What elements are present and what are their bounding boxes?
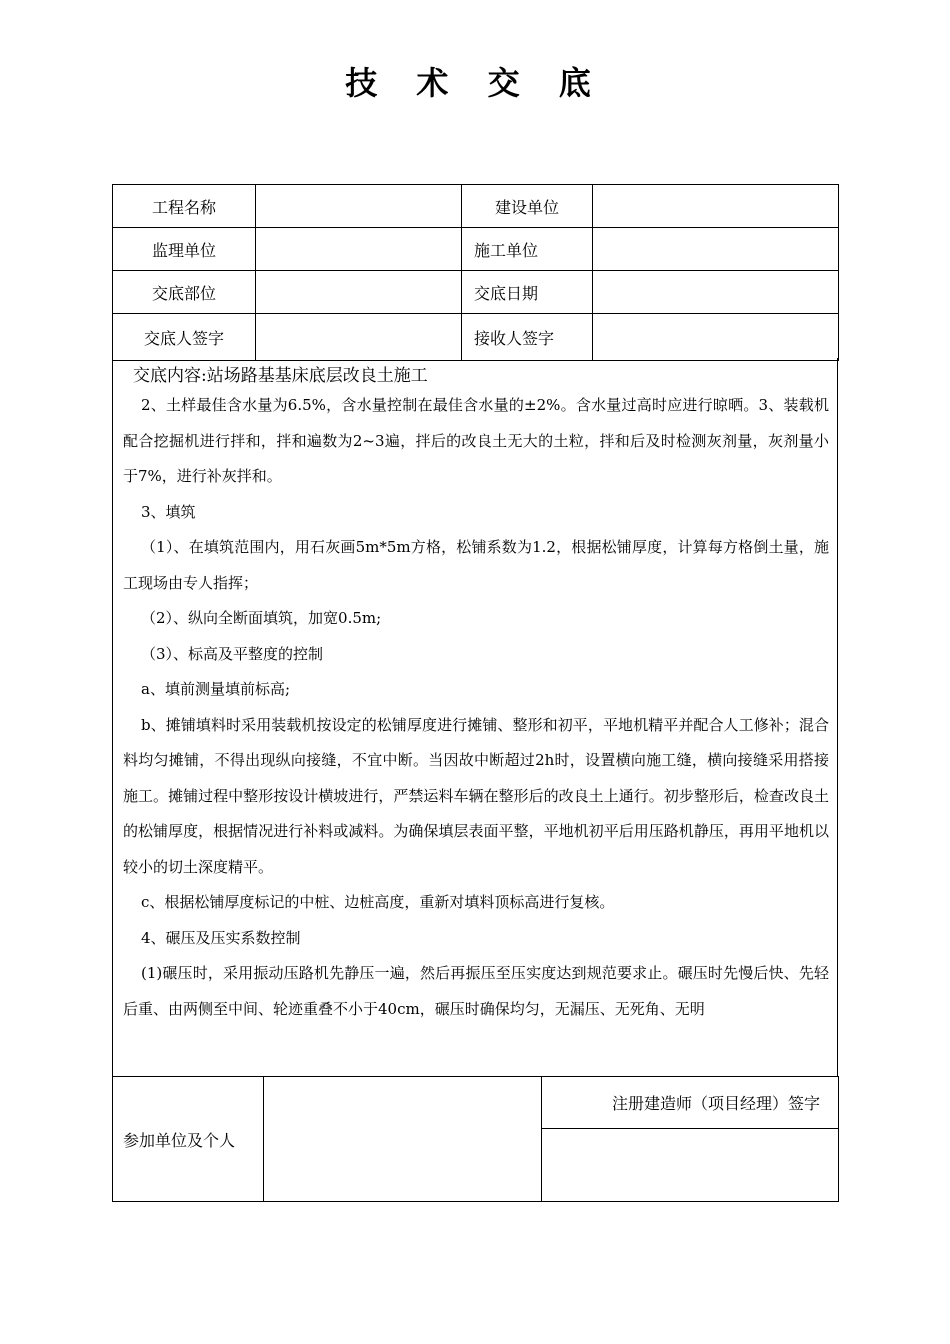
paragraph-level-control: （3）、标高及平整度的控制 — [141, 644, 324, 663]
paragraph-filling-grid: （1）、在填筑范围内，用石灰画5m*5m方格，松铺系数为1.2，根据松铺厚度，计算每方格倒土量，施工现场由专人指挥； — [123, 538, 829, 592]
briefer-signature-label: 交底人签字 — [113, 314, 256, 361]
info-row-supervision — [113, 228, 839, 271]
briefing-location-label: 交底部位 — [113, 271, 256, 314]
info-row-project — [113, 185, 839, 228]
briefer-signature-field[interactable] — [256, 314, 462, 361]
briefing-content — [112, 358, 838, 1076]
participants-field[interactable] — [264, 1077, 542, 1202]
footer-table — [112, 1076, 839, 1202]
paragraph-compaction-heading: 4、碾压及压实系数控制 — [141, 928, 301, 947]
construction-unit-field[interactable] — [593, 185, 839, 228]
receiver-signature-label: 接收人签字 — [462, 314, 593, 361]
paragraph-filling-section: （2）、纵向全断面填筑，加宽0.5m; — [141, 609, 382, 627]
paragraph-compaction-1: (1)碾压时，采用振动压路机先静压一遍，然后再振压至压实度达到规范要求止。碾压时先慢后快、先轻后重、由两侧至中间、轮迹重叠不小于40cm，碾压时确保均匀，无漏压、无死角、无明 — [123, 964, 829, 1018]
content-body — [113, 388, 837, 1027]
info-table — [112, 184, 839, 361]
supervision-unit-field[interactable] — [256, 228, 462, 271]
participants-label: 参加单位及个人 — [113, 1077, 264, 1202]
contractor-unit-label: 施工单位 — [462, 228, 593, 271]
receiver-signature-field[interactable] — [593, 314, 839, 361]
briefing-date-field[interactable] — [593, 271, 839, 314]
paragraph-moisture: 2、土样最佳含水量为6.5%，含水量控制在最佳含水量的±2%。含水量过高时应进行晾晒。3、装载机配合挖掘机进行拌和，拌和遍数为2~3遍，拌后的改良土无大的土粒，拌和后及时检测灰剂量，灰剂量小于7%，进行补灰拌和。 — [123, 396, 829, 485]
paragraph-level-b: b、摊铺填料时采用装载机按设定的松铺厚度进行摊铺、整形和初平，平地机精平并配合人工修补；混合料均匀摊铺，不得出现纵向接缝，不宜中断。当因故中断超过2h时，设置横向施工缝，横向接缝采用搭接施工。摊铺过程中整形按设计横坡进行，严禁运料车辆在整形后的改良土上通行。初步整形后，检查改良土的松铺厚度，根据情况进行补料或减料。为确保填层表面平整，平地机初平后用压路机静压，再用平地机以较小的切土深度精平。 — [123, 715, 829, 876]
supervision-unit-label: 监理单位 — [113, 228, 256, 271]
registered-builder-signature-field[interactable] — [542, 1129, 839, 1202]
briefing-location-field[interactable] — [256, 271, 462, 314]
paragraph-filling-heading: 3、填筑 — [141, 502, 196, 521]
contractor-unit-field[interactable] — [593, 228, 839, 271]
briefing-date-label: 交底日期 — [462, 271, 593, 314]
registered-builder-signature-label: 注册建造师（项目经理）签字 — [542, 1077, 839, 1129]
info-row-location — [113, 271, 839, 314]
project-name-label: 工程名称 — [113, 185, 256, 228]
content-heading: 交底内容:站场路基基床底层改良土施工 — [133, 366, 428, 386]
construction-unit-label: 建设单位 — [462, 185, 593, 228]
paragraph-level-a: a、填前测量填前标高; — [141, 680, 290, 698]
project-name-field[interactable] — [256, 185, 462, 228]
paragraph-level-c: c、根据松铺厚度标记的中桩、边桩高度，重新对填料顶标高进行复核。 — [141, 893, 615, 911]
info-row-signatures — [113, 314, 839, 361]
document-title: 技 术 交 底 — [345, 64, 605, 102]
